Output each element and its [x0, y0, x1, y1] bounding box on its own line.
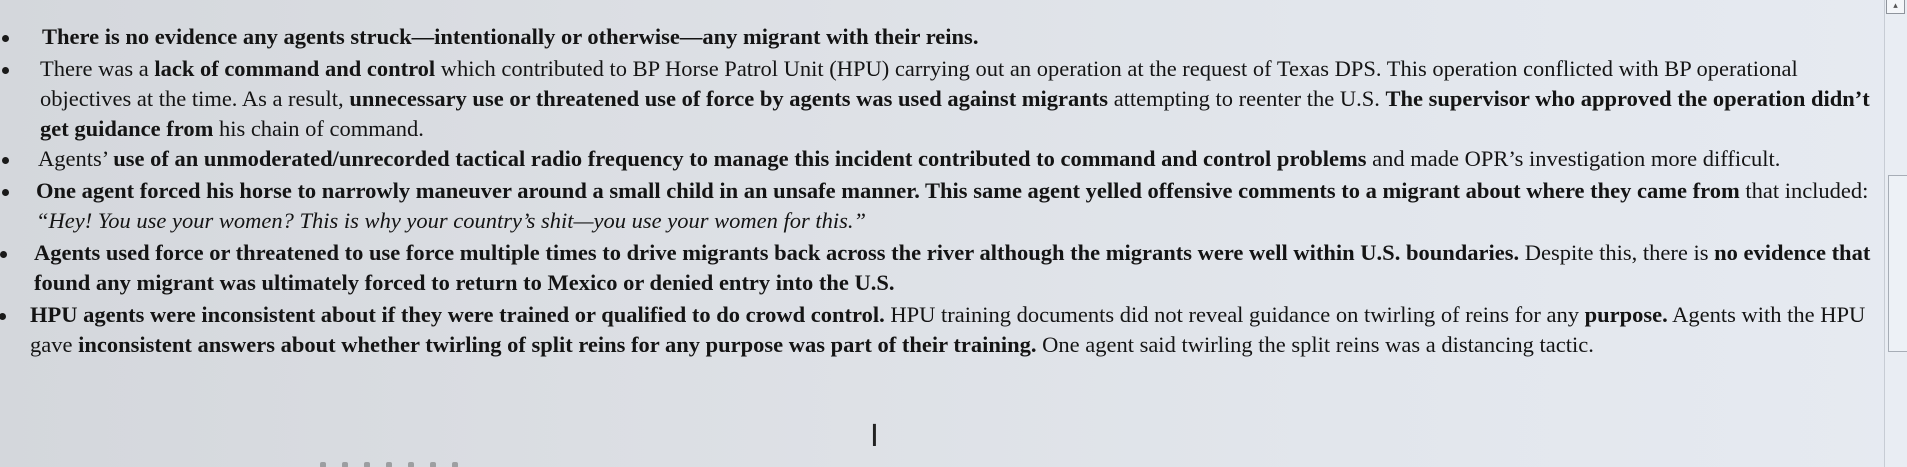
bold-text-segment: use of an unmoderated/unrecorded tactical radio frequency to manage this incident contributed to command and control problems — [113, 146, 1367, 171]
bold-text-segment: inconsistent answers about whether twirling of split reins for any purpose was part of their training. — [78, 332, 1037, 357]
bold-text-segment: There is no evidence any agents struck—intentionally or otherwise—any migrant with their reins. — [42, 24, 979, 49]
bold-text-segment: lack of command and control — [154, 56, 436, 81]
bullet-item — [0, 300, 1880, 360]
bold-text-segment: no evidence that found any migrant was ultimately forced to return to Mexico or denied entry into the U.S. — [34, 240, 1871, 295]
bullet-dot-icon — [2, 35, 9, 42]
bold-text-segment: HPU agents were inconsistent about if they were trained or qualified to do crowd control. — [30, 302, 885, 327]
bullet-dot-icon — [2, 189, 9, 196]
bold-text-segment: purpose. — [1584, 302, 1668, 327]
normal-text-segment: attempting to reenter the U.S. — [1108, 86, 1386, 111]
bold-text-segment: One agent forced his horse to narrowly maneuver around a small child in an unsafe manner. This same agent yelled offensive comments to a migrant about where they came from — [36, 178, 1740, 203]
bullet-dot-icon — [2, 67, 9, 74]
bullet-dot-icon — [0, 251, 7, 258]
bullet-item — [0, 238, 1880, 298]
bullet-item — [0, 144, 1880, 174]
bullet-dot-icon — [2, 157, 9, 164]
cut-off-text-line — [320, 455, 560, 467]
bold-text-segment: unnecessary use or threatened use of force by agents was used against migrants — [349, 86, 1109, 111]
normal-text-segment: that included: — [1739, 178, 1869, 203]
normal-text-segment: Agents with the HPU gave — [30, 302, 1866, 357]
bold-text-segment: Agents used force or threatened to use force multiple times to drive migrants back across the river although the migrants were well within U.S. boundaries. — [34, 240, 1520, 265]
normal-text-segment: his chain of command. — [213, 116, 424, 141]
bullet-text[interactable] — [30, 300, 1880, 360]
bold-text-segment: The supervisor who approved the operation didn’t get guidance from — [40, 86, 1870, 141]
normal-text-segment: HPU training documents did not reveal guidance on twirling of reins for any — [884, 302, 1585, 327]
document-body — [0, 22, 1880, 360]
normal-text-segment: Agents’ — [38, 146, 114, 171]
bullet-item — [0, 176, 1880, 236]
normal-text-segment: which contributed to BP Horse Patrol Unit (HPU) carrying out an operation at the request of Texas DPS. This operation conflicted with BP operational objectives at the time. As a result, — [40, 56, 1798, 111]
vertical-scrollbar[interactable] — [1884, 0, 1907, 467]
bullet-text[interactable] — [38, 144, 1880, 174]
normal-text-segment: and made OPR’s investigation more difficult. — [1366, 146, 1781, 171]
scroll-up-icon[interactable]: ▴ — [1886, 0, 1905, 14]
normal-text-segment: One agent said twirling the split reins was a distancing tactic. — [1036, 332, 1594, 357]
bullet-text[interactable] — [34, 238, 1880, 298]
bullet-text[interactable] — [36, 176, 1880, 236]
bullet-text[interactable] — [40, 54, 1880, 144]
bullet-item — [0, 54, 1880, 144]
bullet-text[interactable] — [42, 22, 1880, 52]
bullet-item — [0, 22, 1880, 52]
normal-text-segment: Despite this, there is — [1519, 240, 1715, 265]
italic-text-segment: “Hey! You use your women? This is why your country’s shit—you use your women for this.” — [36, 208, 867, 233]
scrollbar-thumb[interactable] — [1888, 175, 1907, 352]
bullet-dot-icon — [0, 313, 6, 320]
text-cursor-icon: I — [870, 419, 879, 454]
normal-text-segment: There was a — [40, 56, 155, 81]
